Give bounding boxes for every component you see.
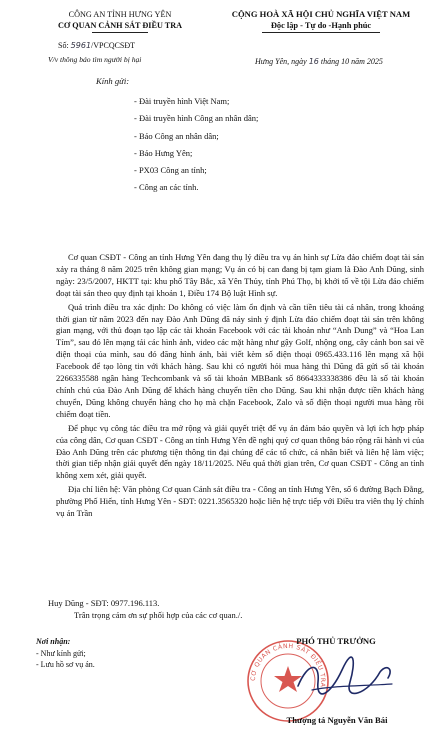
recipient-item: - PX03 Công an tỉnh; [134, 165, 207, 176]
signatory-title: PHÓ THỦ TRƯỞNG [296, 636, 376, 646]
signatory-name: Thượng tá Nguyễn Văn Bái [286, 715, 388, 725]
document-number [58, 40, 135, 51]
document-number-handwritten: 5961 [70, 41, 92, 50]
investigation-findings-paragraph: Quá trình điều tra xác định: Do không có việc làm ổn định và cần tiền tiêu tài cá nhân, trong khoảng thời gian từ năm 2023 đến nay Đào Anh Dũng đã nảy sinh ý định Lừa đảo chiếm đoạt tài sản trên không gian mạng, với thủ đoạn tạo lập các tài khoản Facebook với các tài khoản như “Anh Dung” và “Hoa Lan Tím”, sau đó lên mạng tải các hình ảnh, video các mặt hàng như gậy Golf, nhộng ong, cây cảnh bon sai về điện thoại của mình, sau đó đăng hình ảnh, bài viết kèm số điện thoại 0965.433.116 lên mạng xã hội Facebook để tạo lòng tin với khách hàng. Sau khi có người hỏi mua hàng thì Dũng đã gửi số tài khoản 2266335588 ngân hàng Techcombank và số tài khoản MBBank số 8664333338386 đều là số tài khoản chính chủ của Đào Anh Dũng để khách hàng chuyển tiền cho Dũng. Sau khi nhận được tiền khách hàng chuyển, Dũng không chuyển hàng cho họ mà chặn Facebook, Zalo và số điện thoại người mua hàng rồi chiếm đoạt tiền. [56, 301, 424, 419]
recipient-item: - Đài truyền hình Việt Nam; [134, 96, 230, 106]
date-month-year: tháng 10 năm 2025 [320, 57, 383, 66]
distribution-heading: Nơi nhận: [36, 637, 71, 646]
svg-text:CƠ QUAN CẢNH SÁT ĐIỀU TRA: CƠ QUAN CẢNH SÁT ĐIỀU TRA [249, 642, 327, 688]
closing-thanks: Trân trọng cảm ơn sự phối hợp của các cơ quan./. [74, 610, 243, 620]
agency-department: CƠ QUAN CẢNH SÁT ĐIỀU TRA [57, 21, 183, 30]
recipient-item: - Công an các tỉnh. [134, 182, 199, 193]
national-header [212, 9, 430, 33]
recipient-item: - Báo Hưng Yên; [134, 147, 193, 158]
handwritten-signature-icon [290, 656, 400, 700]
date-day-handwritten: 16 [308, 57, 319, 66]
recipient-item: - Báo Công an nhân dân; [134, 130, 219, 141]
case-summary-paragraph: Cơ quan CSĐT - Công an tỉnh Hưng Yên đang thụ lý điều tra vụ án hình sự Lừa đảo chiếm đoạt tài sản xảy ra tháng 8 năm 2025 trên không gian mạng; Vụ án có bị can đang bị tạm giam là Đào Anh Dũng, sinh ngày: 23/5/2007, HKTT tại: khu phố Tây Bắc, xã Yên Thủy, tỉnh Phú Thọ, bị khởi tố về tội Lừa đảo chiếm đoạt tài sản theo quy định tại khoản 1, Điều 174 Bộ luật Hình sự. [56, 252, 424, 298]
national-motto: Độc lập - Tự do -Hạnh phúc [270, 21, 372, 30]
motto-underline [262, 32, 380, 33]
date-place: Hưng Yên, ngày [255, 57, 307, 66]
recipient-item: - Đài truyền hình Công an nhân dân; [134, 113, 259, 124]
issuing-agency-header [40, 9, 200, 33]
document-subject: V/v thông báo tìm người bị hại [48, 55, 142, 64]
request-paragraph: Để phục vụ công tác điều tra mở rộng và giải quyết triệt để vụ án đảm bảo quyền và lợi ích hợp pháp của công dân, Cơ quan CSĐT - Công an tỉnh Hưng Yên đề nghị quý cơ quan thông báo rộng rãi hành vi của Đào Anh Dũng trên các phương tiện thông tin đại chúng để các tổ chức, cá nhân biết và liên hệ làm việc; thời gian tiếp nhận giải quyết đến ngày 18/11/2025. Nếu quá thời gian trên, Cơ quan CSĐT - Công an tỉnh không xem xét, giải quyết. [56, 422, 424, 481]
investigator-contact: Huy Dũng - SĐT: 0977.196.113. [48, 598, 160, 608]
document-number-suffix: /VPCQCSĐT [91, 41, 136, 50]
distribution-item: - Lưu hồ sơ vụ án. [36, 660, 95, 669]
header-underline [92, 32, 148, 33]
recipients-list [134, 93, 258, 197]
letter-body [56, 252, 424, 522]
agency-name: CÔNG AN TỈNH HƯNG YÊN [68, 10, 172, 19]
recipients-heading: Kính gửi: [96, 76, 130, 86]
date-line [255, 56, 383, 67]
distribution-item: - Như kính gửi; [36, 648, 86, 658]
contact-address-paragraph: Địa chỉ liên hệ: Văn phòng Cơ quan Cảnh sát điều tra - Công an tỉnh Hưng Yên, số 6 đường Bạch Đằng, phường Phố Hiến, tỉnh Hưng Yên - SĐT: 0221.3565320 hoặc liên hệ trực tiếp với Điều tra viên thụ lý chính vụ án Trần [56, 484, 424, 519]
distribution-list [36, 636, 95, 671]
nation-name: CỘNG HOÀ XÃ HỘI CHỦ NGHĨA VIỆT NAM [231, 9, 411, 19]
document-number-prefix: Số: [58, 41, 69, 50]
